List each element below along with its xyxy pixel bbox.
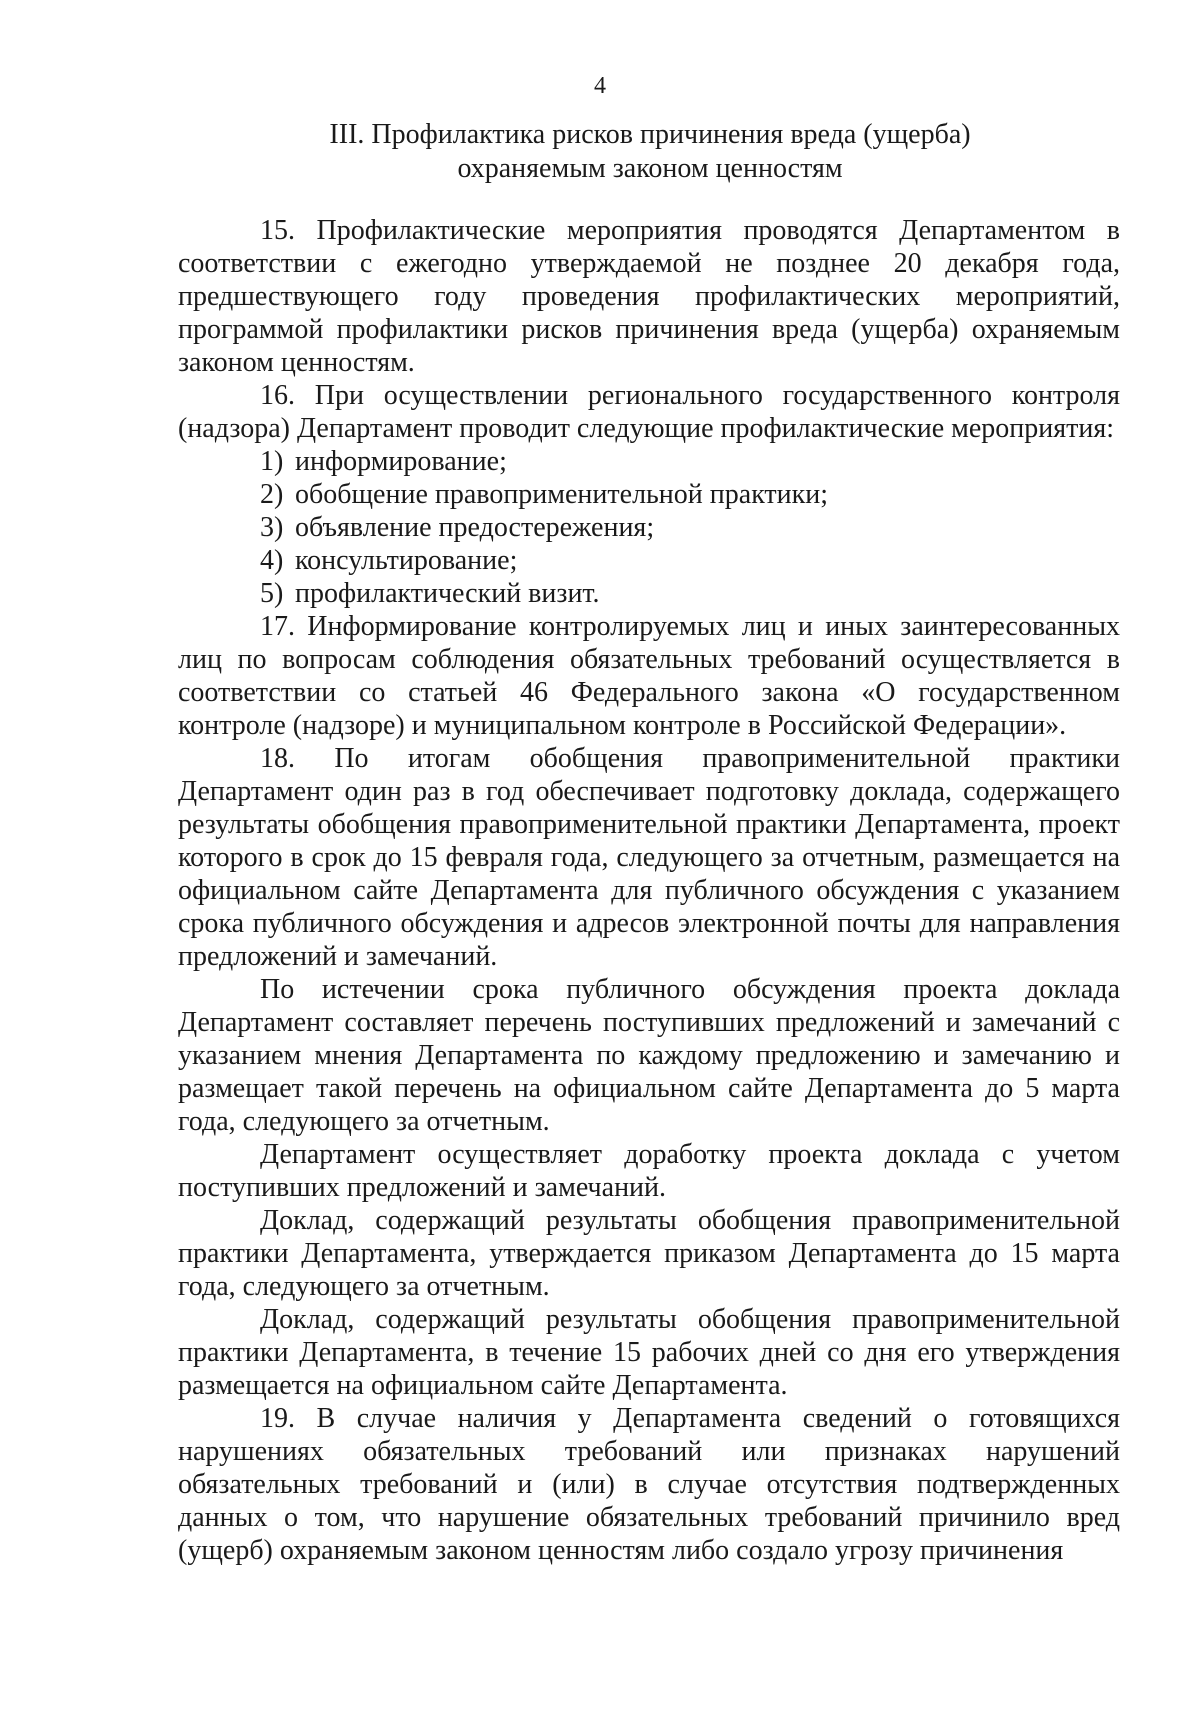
- section-title-line-1: III. Профилактика рисков причинения вреда (ущерба): [329, 119, 971, 150]
- measures-list: [178, 445, 1120, 610]
- section-title: [180, 118, 1120, 186]
- paragraph-18-revision: Департамент осуществляет доработку проекта доклада с учетом поступивших предложений и замечаний.: [178, 1139, 1120, 1203]
- list-item-number: 3): [260, 512, 284, 543]
- paragraph-18-discussion: По истечении срока публичного обсуждения проекта доклада Департамент составляет перечень поступивших предложений и замечаний с указанием мнения Департамента по каждому предложению и замечанию и размещает такой перечень на официальном сайте Департамента до 5 марта года, следующего за отчетным.: [178, 974, 1120, 1137]
- list-item-number: 5): [260, 578, 284, 609]
- document-body: [178, 214, 1120, 1567]
- section-title-line-2: охраняемым законом ценностям: [457, 153, 843, 184]
- paragraph-18: 18. По итогам обобщения правоприменительной практики Департамент один раз в год обеспечивает подготовку доклада, содержащего результаты обобщения правоприменительной практики Департамента, проект которого в срок до 15 февраля года, следующего за отчетным, размещается на официальном сайте Департамента для публичного обсуждения с указанием срока публичного обсуждения и адресов электронной почты для направления предложений и замечаний.: [178, 743, 1120, 972]
- paragraph-15: 15. Профилактические мероприятия проводятся Департаментом в соответствии с ежегодно утверждаемой не позднее 20 декабря года, предшествующего году проведения профилактических мероприятий, программой профилактики рисков причинения вреда (ущерба) охраняемым законом ценностям.: [178, 215, 1120, 378]
- list-item: [178, 544, 1120, 577]
- list-item-text: профилактический визит.: [295, 578, 600, 609]
- list-item-text: информирование;: [295, 446, 507, 477]
- list-item: [178, 577, 1120, 610]
- list-item-number: 2): [260, 479, 284, 510]
- paragraph-18-approval: Доклад, содержащий результаты обобщения правоприменительной практики Департамента, утверждается приказом Департамента до 15 марта года, следующего за отчетным.: [178, 1205, 1120, 1302]
- page-number: 4: [594, 73, 606, 99]
- list-item: [178, 478, 1120, 511]
- list-item-number: 4): [260, 545, 284, 576]
- list-item: [178, 445, 1120, 478]
- list-item: [178, 511, 1120, 544]
- list-item-text: консультирование;: [295, 545, 518, 576]
- paragraph-17: 17. Информирование контролируемых лиц и иных заинтересованных лиц по вопросам соблюдения обязательных требований осуществляется в соответствии со статьей 46 Федерального закона «О государственном контроле (надзоре) и муниципальном контроле в Российской Федерации».: [178, 611, 1120, 741]
- paragraph-16: 16. При осуществлении регионального государственного контроля (надзора) Департамент проводит следующие профилактические мероприятия:: [178, 380, 1120, 444]
- list-item-number: 1): [260, 446, 284, 477]
- paragraph-18-publication: Доклад, содержащий результаты обобщения правоприменительной практики Департамента, в течение 15 рабочих дней со дня его утверждения размещается на официальном сайте Департамента.: [178, 1304, 1120, 1401]
- list-item-text: объявление предостережения;: [295, 512, 655, 543]
- list-item-text: обобщение правоприменительной практики;: [295, 479, 829, 510]
- paragraph-19: 19. В случае наличия у Департамента сведений о готовящихся нарушениях обязательных требований или признаках нарушений обязательных требований и (или) в случае отсутствия подтвержденных данных о том, что нарушение обязательных требований причинило вред (ущерб) охраняемым законом ценностям либо создало угрозу причинения: [178, 1403, 1120, 1566]
